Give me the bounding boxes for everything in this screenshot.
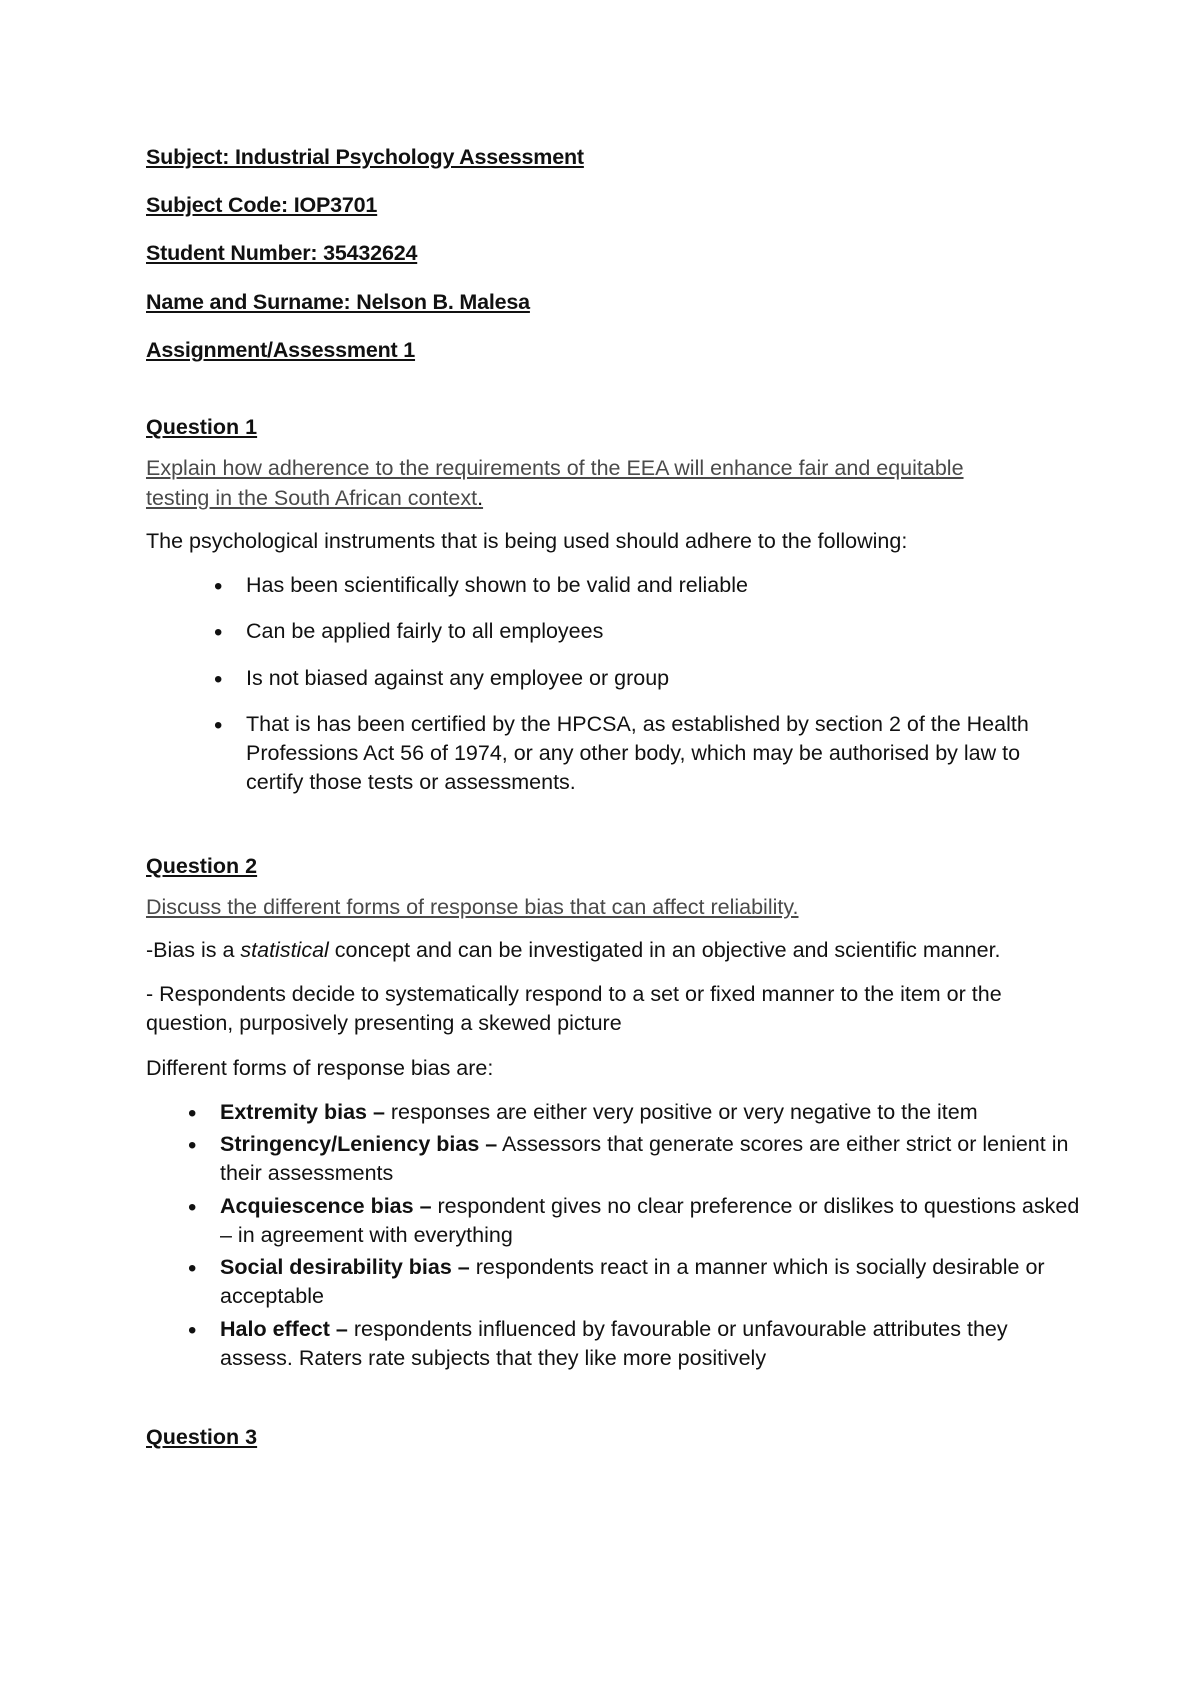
paragraph-text: -Bias is a xyxy=(146,937,241,962)
bias-term: Halo effect – xyxy=(220,1316,348,1341)
bias-description: respondent gives no clear preference or dislikes to questions asked – in agreement with everything xyxy=(220,1193,1080,1247)
subject-line: Subject: Industrial Psychology Assessment xyxy=(146,145,584,169)
question-2-paragraph-1 xyxy=(146,936,1066,965)
question-1-prompt xyxy=(146,454,1006,512)
document-header xyxy=(146,143,1080,365)
question-1-prompt-end: . xyxy=(477,485,484,510)
list-item xyxy=(146,1098,1080,1127)
list-item xyxy=(146,1253,1080,1311)
student-number-line: Student Number: 35432624 xyxy=(146,241,418,266)
question-1-section xyxy=(146,413,1080,797)
list-item xyxy=(146,1315,1080,1373)
bias-term: Extremity bias – xyxy=(220,1099,385,1124)
question-3-section xyxy=(146,1423,1080,1452)
question-2-list xyxy=(146,1098,1080,1373)
question-1-list xyxy=(146,571,1080,797)
question-2-heading: Question 2 xyxy=(146,853,258,878)
question-2-intro: Different forms of response bias are: xyxy=(146,1055,494,1080)
list-item: • That is has been certified by the HPCSA, as established by section 2 of the Health Professions Act 56 of 1974, or any other body, which may be authorised by law to certify those tests or assessments. xyxy=(146,710,1076,798)
assignment-line: Assignment/Assessment 1 xyxy=(146,337,416,362)
bias-description: Assessors that generate scores are either strict or lenient in their assessments xyxy=(220,1132,1069,1186)
subject-code-line: Subject Code: IOP3701 xyxy=(146,193,378,218)
emphasis-text: statistical xyxy=(240,937,329,962)
list-item: • Can be applied fairly to all employees xyxy=(146,617,1076,646)
list-item: • Has been scientifically shown to be valid and reliable xyxy=(146,571,1076,600)
list-item: • Is not biased against any employee or group xyxy=(146,664,1076,693)
list-item xyxy=(146,1192,1080,1250)
bias-description: respondents influenced by favourable or unfavourable attributes they assess. Raters rate subjects that they like more positively xyxy=(220,1316,1008,1370)
bias-term: Social desirability bias – xyxy=(220,1255,470,1280)
question-2-section xyxy=(146,852,1080,1374)
list-item xyxy=(146,1130,1080,1188)
bias-description: responses are either very positive or very negative to the item xyxy=(384,1099,978,1124)
name-line: Name and Surname: Nelson B. Malesa xyxy=(146,289,530,314)
bias-description: respondents react in a manner which is socially desirable or acceptable xyxy=(220,1255,1045,1309)
question-2-paragraph-2: - Respondents decide to systematically respond to a set or fixed manner to the item or the question, purposively presenting a skewed picture xyxy=(146,982,1002,1036)
question-1-intro: The psychological instruments that is being used should adhere to the following: xyxy=(146,528,908,553)
question-3-heading: Question 3 xyxy=(146,1425,258,1450)
question-2-prompt: Discuss the different forms of response bias that can affect reliability. xyxy=(146,894,799,919)
question-1-heading: Question 1 xyxy=(146,415,258,440)
bias-term: Acquiescence bias – xyxy=(220,1193,432,1218)
paragraph-text: concept and can be investigated in an objective and scientific manner. xyxy=(328,937,1001,962)
question-1-prompt-text: Explain how adherence to the requirements of the EEA will enhance fair and equitable testing in the South African context xyxy=(146,456,964,510)
bias-term: Stringency/Leniency bias – xyxy=(220,1132,498,1157)
